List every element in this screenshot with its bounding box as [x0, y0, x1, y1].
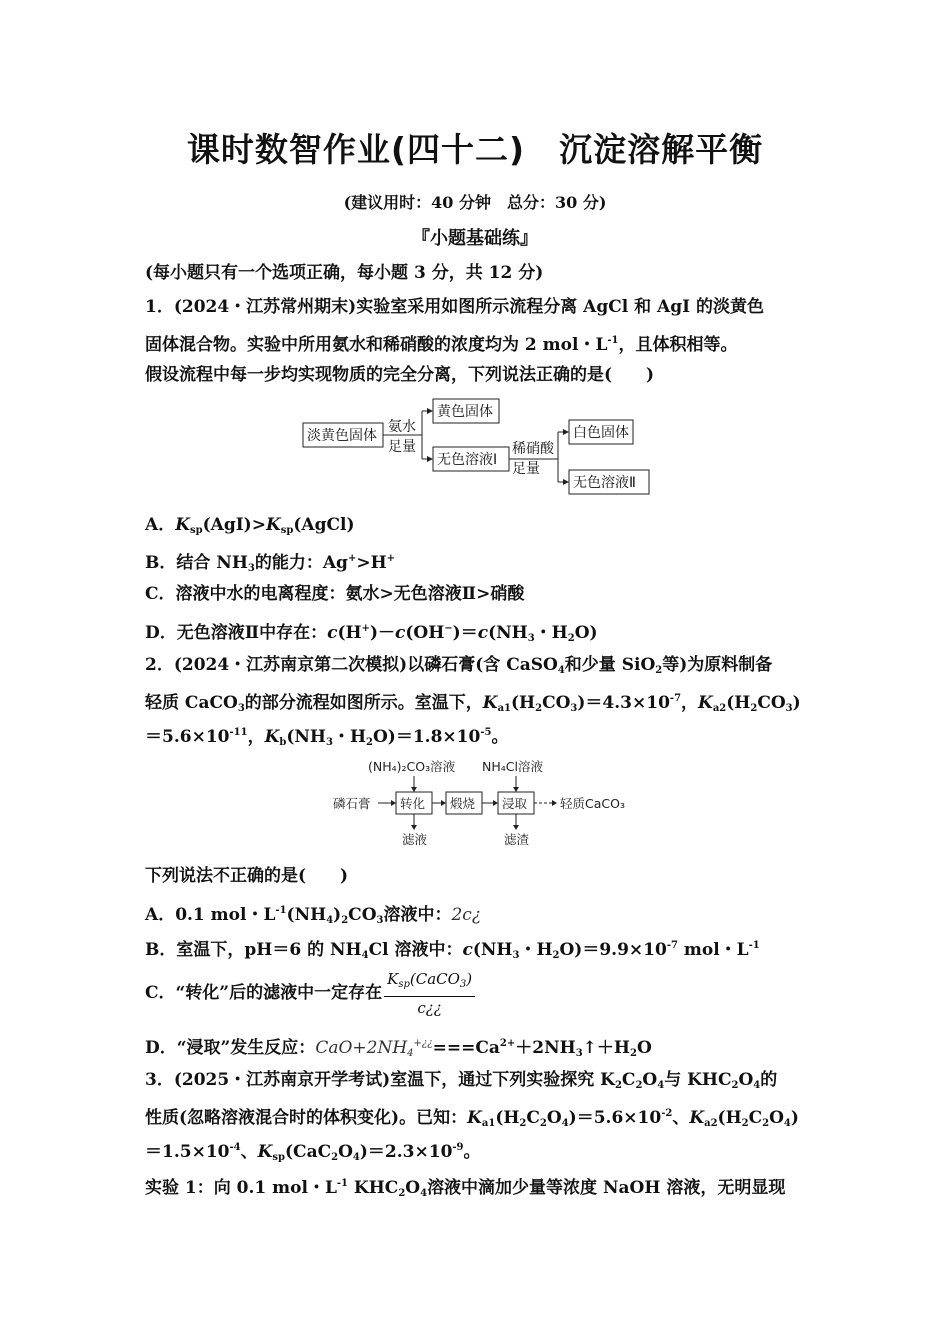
diagram-reagent-ammonium-chloride: NH₄Cl溶液 [482, 759, 543, 774]
diagram-step-calcination: 煅烧 [450, 796, 476, 811]
diagram-reagent2-bottom: 足量 [512, 461, 540, 477]
q1-line3: 假设流程中每一步均实现物质的完全分离，下列说法正确的是( ) [145, 365, 655, 385]
section-heading: 『小题基础练』 [412, 228, 538, 249]
formula-fraction: $\frac{K_{sp}(CaCO_3)}{c¿¿}$ [384, 970, 475, 1017]
q1-option-c: C．溶液中水的电离程度：氨水>无色溶液Ⅱ>硝酸 [145, 584, 525, 604]
q2-question: 下列说法不正确的是( ) [145, 866, 349, 886]
q2-option-a: A．0.1 mol・$L^{-1}(NH_4)_2CO_3$溶液中：2c¿ [145, 905, 481, 926]
page-title: 课时数智作业(四十二) 沉淀溶解平衡 [186, 130, 764, 169]
diagram-step-conversion: 转化 [400, 796, 426, 811]
diagram-product: 轻质CaCO₃ [560, 796, 625, 811]
q1-option-b: B．结合 $NH_3$的能力：Ag+>H+ [145, 553, 396, 574]
diagram-reagent-ammonium-carbonate: (NH₄)₂CO₃溶液 [368, 759, 456, 774]
diagram-white-solid: 白色固体 [573, 425, 629, 441]
diagram-reagent1-top: 氨水 [388, 419, 416, 435]
q1-option-d: D．无色溶液Ⅱ中存在：$c(H^+)-c(OH^-)=c(NH_3$・$H_2O$) [145, 623, 598, 644]
q1-flow-diagram [300, 395, 660, 497]
time-score-note: (建议用时：40 分钟 总分：30 分) [343, 193, 607, 212]
q3-line1: 3．(2025・江苏南京开学考试)室温下，通过下列实验探究 $K_2C_2O_4$与 $KHC_2O_4$的 [145, 1070, 778, 1091]
q2-line3: $=5.6\times 10^{-11}$，$K_b(NH_3$・$H_2O)=1.8\times 10^{-5}$。 [145, 727, 509, 748]
diagram-step-leaching: 浸取 [502, 796, 528, 811]
diagram-colorless-solution-2: 无色溶液Ⅱ [573, 475, 636, 491]
q2-flow-diagram [330, 756, 630, 850]
q1-line2: 固体混合物。实验中所用氨水和稀硝酸的浓度均为 2 mol・$L^{-1}$，且体积相等。 [145, 335, 738, 355]
diagram-waste-residue: 滤渣 [504, 832, 530, 847]
q3-line2: 性质(忽略溶液混合时的体积变化)。已知：$K_{a1}(H_2C_2O_4)=5.6\times 10^{-2}$、$K_{a2}(H_2C_2O_4)$ [145, 1108, 799, 1129]
q1-line1: 1．(2024・江苏常州期末)实验室采用如图所示流程分离 AgCl 和 AgI 的淡黄色 [145, 297, 764, 317]
diagram-reagent1-bottom: 足量 [388, 439, 416, 455]
diagram-start-phosphogypsum: 磷石膏 [333, 796, 371, 811]
q2-line1: 2．(2024・江苏南京第二次模拟)以磷石膏(含 CaSO$_4$和少量 SiO$_2$等)为原料制备 [145, 655, 773, 676]
q2-option-b: B．室温下，pH＝6 的 $NH_4Cl$ 溶液中：$c(NH_3$・$H_2O)=9.9\times 10^{-7}$ mol・$L^{-1}$ [145, 940, 760, 961]
q3-line3: $=1.5\times 10^{-4}$、$K_{sp}(CaC_2O_4)=2.3\times 10^{-9}$。 [145, 1142, 481, 1163]
q2-option-d: D．“浸取”发生反应：$CaO+2NH_4^{+¿¿}===Ca^{2+}+2NH_3↑+H_2O$ [145, 1038, 652, 1059]
q2-option-c: C．“转化”后的滤液中一定存在 $\frac{K_{sp}(CaCO_3)}{c¿¿}$ [145, 966, 810, 1020]
diagram-yellow-solid: 黄色固体 [437, 404, 493, 420]
diagram-start-box: 淡黄色固体 [307, 428, 377, 444]
q3-line4: 实验 1：向 0.1 mol・$L^{-1}$ $KHC_2O_4$溶液中滴加少量等浓度 NaOH 溶液，无明显现 [145, 1178, 786, 1199]
q2-line2: 轻质 CaCO$_3$的部分流程如图所示。室温下，$K_{a1}(H_2CO_3)=4.3\times 10^{-7}$，$K_{a2}(H_2CO_3)$ [145, 693, 801, 714]
diagram-waste-filtrate: 滤液 [402, 832, 428, 847]
diagram-reagent2-top: 稀硝酸 [512, 441, 554, 457]
q1-option-a: A．$K_{sp}(AgI)>K_{sp}(AgCl)$ [145, 515, 355, 536]
instruction: (每小题只有一个选项正确，每小题 3 分，共 12 分) [145, 263, 544, 283]
diagram-colorless-solution-1: 无色溶液Ⅰ [437, 452, 498, 468]
